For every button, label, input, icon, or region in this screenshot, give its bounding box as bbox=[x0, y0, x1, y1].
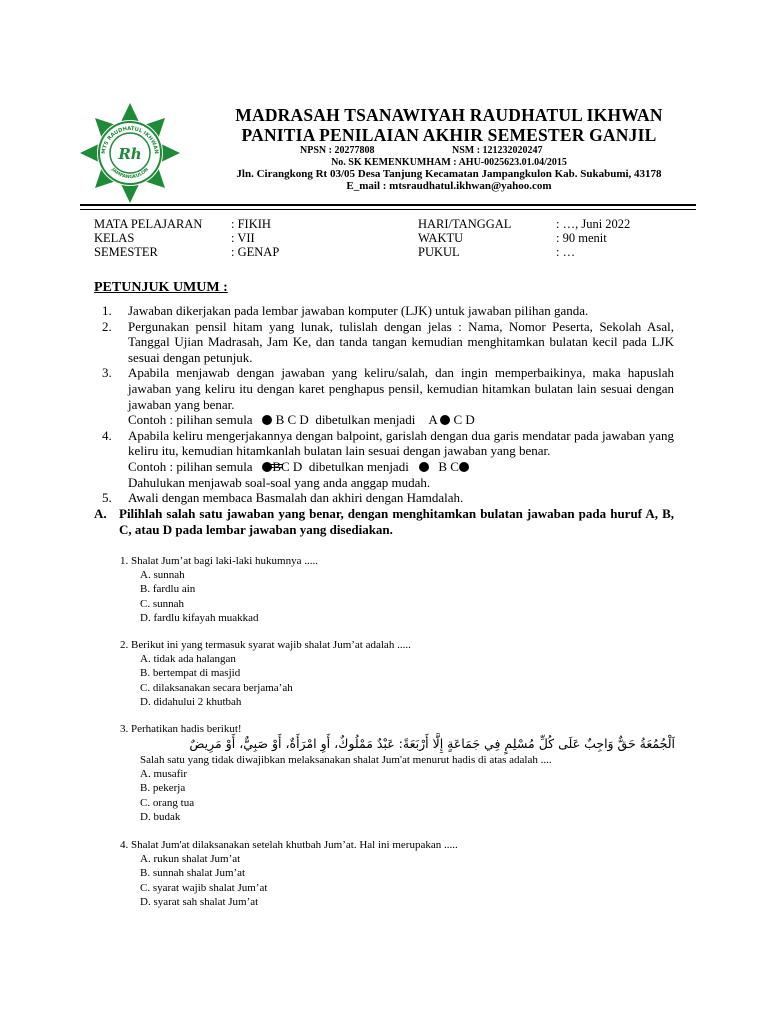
date-value: : …, Juni 2022 bbox=[556, 217, 631, 231]
info-label: MATA PELAJARAN bbox=[94, 217, 203, 231]
instruction-item bbox=[94, 365, 674, 427]
email: E_mail : mtsraudhatul.ikhwan@yahoo.com bbox=[346, 180, 552, 192]
question-text: 4. Shalat Jum'at dilaksanakan setelah khutbah Jum’at. Hal ini merupakan ..... bbox=[120, 839, 458, 851]
filled-bubble-icon bbox=[262, 415, 272, 425]
info-left-values bbox=[231, 217, 279, 259]
filled-bubble-icon bbox=[419, 462, 429, 472]
option-c: C. syarat wajib shalat Jum’at bbox=[140, 881, 268, 894]
item-number: 1. bbox=[102, 303, 112, 318]
question-text: 1. Shalat Jum’at bagi laki-laki hukumnya ..... bbox=[120, 555, 318, 567]
example-label: Contoh : pilihan semula bbox=[128, 412, 253, 428]
info-label: WAKTU bbox=[418, 231, 464, 245]
item-text: Jawaban dikerjakan pada lembar jawaban komputer (LJK) untuk jawaban pilihan ganda. bbox=[128, 303, 589, 318]
npsn: NPSN : 20277808 bbox=[300, 145, 375, 156]
address: Jln. Cirangkong Rt 03/05 Desa Tanjung Kecamatan Jampangkulon Kab. Sukabumi, 43178 bbox=[236, 168, 662, 180]
instruction-item bbox=[94, 303, 674, 319]
info-label: SEMESTER bbox=[94, 245, 158, 259]
section-a-heading bbox=[94, 506, 674, 537]
question-1 bbox=[120, 554, 318, 625]
example-mid: dibetulkan menjadi bbox=[308, 458, 409, 474]
example-label: Contoh : pilihan semula bbox=[128, 458, 253, 474]
info-label: KELAS bbox=[94, 231, 135, 245]
item-number: 4. bbox=[102, 427, 112, 443]
option-d: D. fardlu kifayah muakkad bbox=[140, 611, 259, 624]
info-left bbox=[94, 217, 202, 259]
struck-letter: B bbox=[272, 458, 281, 474]
filled-bubble-icon bbox=[459, 462, 469, 472]
class-value: : VII bbox=[231, 231, 255, 245]
option-a: A. sunnah bbox=[140, 569, 185, 582]
option-a: A. musafir bbox=[140, 768, 188, 781]
item-text: Apabila menjawab dengan jawaban yang keliru/salah, dan ingin memperbaikinya, maka hapuslah jawaban yang keliru itu dengan karet penghapus pensil, kemudian hitamkan bulatan lain sesuai dengan jawaban yang benar. bbox=[128, 365, 674, 412]
option-b: B. sunnah shalat Jum’at bbox=[140, 867, 246, 880]
hadith-arabic: اَلْجُمُعَةُ حَقٌّ وَاجِبٌ عَلَى كُلِّ مُسْلِمٍ فِي جَمَاعَةٍ إِلَّا أَرْبَعَةً: عَبْدٌ مَمْلُوكٌ، أَوِ امْرَأَةٌ، أَوْ صَبِيٌّ، أَوْ مَرِيضٌ bbox=[189, 736, 675, 751]
subject-value: : FIKIH bbox=[231, 217, 271, 231]
example-letters: B C D bbox=[275, 412, 309, 428]
example-mid: dibetulkan menjadi bbox=[315, 412, 416, 428]
header-divider-thin bbox=[80, 209, 696, 210]
info-right-values bbox=[556, 217, 630, 259]
question-text: 3. Perhatikan hadis berikut! bbox=[120, 723, 242, 735]
instruction-item bbox=[94, 319, 674, 366]
info-right bbox=[418, 217, 511, 259]
example-letters: A bbox=[428, 412, 437, 428]
item-text: Awali dengan membaca Basmalah dan akhiri dengan Hamdalah. bbox=[128, 490, 464, 506]
nsm: NSM : 121232020247 bbox=[452, 145, 543, 156]
instruction-item bbox=[94, 490, 674, 506]
item-number: 3. bbox=[102, 365, 112, 381]
question-text: 2. Berikut ini yang termasuk syarat wajib shalat Jum’at adalah ..... bbox=[120, 639, 411, 651]
time-value: : 90 menit bbox=[556, 231, 607, 245]
committee-title: PANITIA PENILAIAN AKHIR SEMESTER GANJIL bbox=[241, 125, 657, 145]
instruction-item bbox=[94, 428, 674, 490]
filled-bubble-icon bbox=[440, 415, 450, 425]
semester-value: : GENAP bbox=[231, 245, 280, 259]
instruction-extra: Dahulukan menjawab soal-soal yang anda anggap mudah. bbox=[128, 474, 431, 490]
item-number: 5. bbox=[102, 490, 112, 506]
section-letter: A. bbox=[94, 506, 107, 521]
instructions-list bbox=[94, 303, 674, 506]
hour-value: : … bbox=[556, 245, 576, 259]
section-text: Pilihlah salah satu jawaban yang benar, dengan menghitamkan bulatan jawaban pada huruf A, B, C, atau D pada lembar jawaban yang disediakan. bbox=[119, 506, 674, 537]
example-3 bbox=[128, 412, 674, 428]
logo-text-bottom: JAMPANGKULON bbox=[110, 167, 150, 181]
option-a: A. tidak ada halangan bbox=[140, 653, 236, 666]
logo-initials: Rh bbox=[118, 145, 142, 163]
question-2 bbox=[120, 638, 411, 709]
option-d: D. budak bbox=[140, 810, 181, 823]
option-b: B. bertempat di masjid bbox=[140, 667, 241, 680]
school-logo bbox=[80, 103, 180, 203]
example-letters: C D bbox=[281, 458, 303, 474]
option-b: B. fardlu ain bbox=[140, 583, 196, 596]
question-4 bbox=[120, 838, 458, 909]
option-a: A. rukun shalat Jum’at bbox=[140, 853, 241, 866]
item-text: Pergunakan pensil hitam yang lunak, tulislah dengan jelas : Nama, Nomor Peserta, Sekolah Asal, Tanggal Ujian Madrasah, Jam Ke, dan tanda tangan kemudian menghitamkan bulatan kecil pada LJK sesuai dengan petunjuk. bbox=[128, 318, 674, 365]
school-name: MADRASAH TSANAWIYAH RAUDHATUL IKHWAN bbox=[235, 105, 663, 125]
option-c: C. dilaksanakan secara berjama’ah bbox=[140, 681, 293, 694]
item-number: 2. bbox=[102, 318, 112, 334]
example-letters: C D bbox=[453, 412, 475, 428]
option-d: D. didahului 2 khutbah bbox=[140, 695, 242, 708]
item-text: Apabila keliru mengerjakannya dengan balpoint, garislah dengan dua garis mendatar pada jawaban yang keliru itu, kemudian hitamkanlah bulatan lain sesuai dengan jawaban yang benar. bbox=[128, 427, 674, 459]
question-subtext: Salah satu yang tidak diwajibkan melaksanakan shalat Jum'at menurut hadis di atas adalah .... bbox=[140, 754, 552, 766]
logo-text-top: MTS RAUDHATUL IKHWAN bbox=[100, 125, 160, 155]
header-divider-thick bbox=[80, 204, 696, 206]
option-d: D. syarat sah shalat Jum’at bbox=[140, 895, 259, 908]
info-label: HARI/TANGGAL bbox=[418, 217, 512, 231]
option-b: B. pekerja bbox=[140, 782, 186, 795]
option-c: C. orang tua bbox=[140, 796, 195, 809]
question-3 bbox=[120, 722, 242, 736]
example-4 bbox=[128, 459, 674, 475]
instructions-title: PETUNJUK UMUM : bbox=[94, 280, 228, 295]
option-c: C. sunnah bbox=[140, 597, 184, 610]
info-label: PUKUL bbox=[418, 245, 460, 259]
example-letters: B C bbox=[438, 458, 459, 474]
sk-number: No. SK KEMENKUMHAM : AHU-0025623.01.04/2015 bbox=[331, 157, 567, 168]
question-3-body bbox=[120, 753, 552, 824]
